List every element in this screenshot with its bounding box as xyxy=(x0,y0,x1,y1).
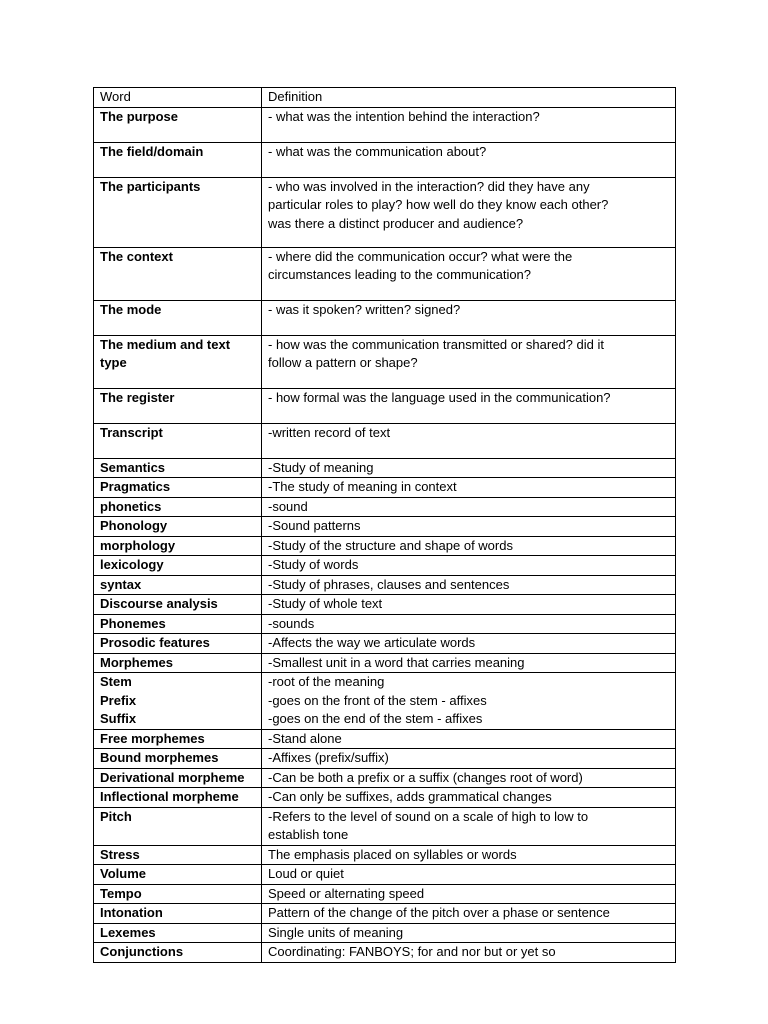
definition-cell xyxy=(262,904,676,924)
definition-text: circumstances leading to the communication? xyxy=(268,267,532,282)
term-text: Intonation xyxy=(100,905,163,920)
definition-cell xyxy=(262,614,676,634)
definition-cell xyxy=(262,300,676,335)
term-cell xyxy=(94,653,262,673)
table-row xyxy=(94,904,676,924)
term-cell xyxy=(94,884,262,904)
table-row xyxy=(94,865,676,885)
term-cell xyxy=(94,614,262,634)
term-cell xyxy=(94,943,262,963)
term-text: lexicology xyxy=(100,557,164,572)
definition-text: follow a pattern or shape? xyxy=(268,355,418,370)
term-cell xyxy=(94,865,262,885)
definition-text: particular roles to play? how well do they know each other? xyxy=(268,197,609,212)
definition-text: Speed or alternating speed xyxy=(268,885,425,901)
glossary-body xyxy=(94,88,676,963)
term-text: Volume xyxy=(100,866,146,881)
term-text: syntax xyxy=(100,576,142,592)
definition-cell xyxy=(262,177,676,247)
definition-text: -root of the meaning xyxy=(268,674,385,689)
header-row xyxy=(94,88,676,108)
definition-cell xyxy=(262,497,676,517)
table-row xyxy=(94,845,676,865)
term-text: Stem xyxy=(100,674,132,689)
table-row xyxy=(94,653,676,673)
definition-text: Single units of meaning xyxy=(268,924,404,940)
definition-text: -Study of words xyxy=(268,557,359,572)
definition-text: was there a distinct producer and audience? xyxy=(268,215,524,231)
definition-text: -goes on the front of the stem - affixes xyxy=(268,692,487,708)
table-row xyxy=(94,595,676,615)
term-cell xyxy=(94,575,262,595)
term-cell xyxy=(94,388,262,423)
definition-text: -goes on the end of the stem - affixes xyxy=(268,711,483,726)
term-cell xyxy=(94,107,262,142)
definition-cell xyxy=(262,749,676,769)
definition-text: - was it spoken? written? signed? xyxy=(268,301,461,317)
term-text: Discourse analysis xyxy=(100,596,218,611)
table-row xyxy=(94,142,676,177)
definition-text: Loud or quiet xyxy=(268,866,344,881)
table-row xyxy=(94,335,676,388)
definition-text: - where did the communication occur? what were the xyxy=(268,248,573,264)
term-text: Lexemes xyxy=(100,924,156,940)
term-text: The mode xyxy=(100,301,162,317)
definition-cell xyxy=(262,247,676,300)
definition-text: - how was the communication transmitted or shared? did it xyxy=(268,336,604,352)
term-text: Semantics xyxy=(100,459,166,475)
definition-text: -Study of whole text xyxy=(268,596,383,611)
definition-text: Pattern of the change of the pitch over a phase or sentence xyxy=(268,905,610,920)
definition-cell xyxy=(262,517,676,537)
term-text: Suffix xyxy=(100,711,137,726)
term-text: phonetics xyxy=(100,498,162,514)
definition-cell xyxy=(262,595,676,615)
definition-text: -Stand alone xyxy=(268,730,342,746)
table-row xyxy=(94,614,676,634)
term-text: The medium and text xyxy=(100,336,231,352)
term-cell xyxy=(94,458,262,478)
term-text: The context xyxy=(100,248,173,264)
definition-cell xyxy=(262,556,676,576)
definition-cell xyxy=(262,388,676,423)
term-text: The field/domain xyxy=(100,143,204,159)
term-cell xyxy=(94,556,262,576)
table-row xyxy=(94,458,676,478)
term-text: Morphemes xyxy=(100,654,173,670)
definition-text: The emphasis placed on syllables or words xyxy=(268,846,517,862)
table-row xyxy=(94,107,676,142)
term-text: Pitch xyxy=(100,808,132,824)
definition-cell xyxy=(262,634,676,654)
table-row xyxy=(94,673,676,730)
term-text: Pragmatics xyxy=(100,479,171,494)
definition-cell xyxy=(262,142,676,177)
definition-text: -Affixes (prefix/suffix) xyxy=(268,750,389,765)
term-text: The register xyxy=(100,389,175,405)
term-cell xyxy=(94,423,262,458)
definition-text: Coordinating: FANBOYS; for and nor but or yet so xyxy=(268,944,556,959)
term-text: type xyxy=(100,355,127,370)
glossary-table xyxy=(93,87,676,963)
definition-cell xyxy=(262,423,676,458)
term-text: morphology xyxy=(100,537,176,553)
definition-text: -Study of the structure and shape of words xyxy=(268,537,513,553)
definition-text: - what was the intention behind the interaction? xyxy=(268,108,540,124)
table-row xyxy=(94,497,676,517)
term-cell xyxy=(94,673,262,730)
table-row xyxy=(94,556,676,576)
term-text: Derivational morpheme xyxy=(100,769,245,785)
definition-cell xyxy=(262,536,676,556)
term-cell xyxy=(94,768,262,788)
table-row xyxy=(94,177,676,247)
term-cell xyxy=(94,247,262,300)
definition-text: - who was involved in the interaction? did they have any xyxy=(268,178,590,194)
definition-text: -Affects the way we articulate words xyxy=(268,635,476,650)
term-cell xyxy=(94,177,262,247)
term-cell xyxy=(94,335,262,388)
definition-cell xyxy=(262,575,676,595)
table-row xyxy=(94,517,676,537)
definition-text: -Can be both a prefix or a suffix (changes root of word) xyxy=(268,769,583,785)
definition-cell xyxy=(262,884,676,904)
definition-text: -sound xyxy=(268,498,308,514)
definition-cell xyxy=(262,729,676,749)
table-row xyxy=(94,749,676,769)
table-row xyxy=(94,807,676,845)
definition-cell xyxy=(262,845,676,865)
table-row xyxy=(94,923,676,943)
term-cell xyxy=(94,497,262,517)
definition-cell xyxy=(262,865,676,885)
definition-cell xyxy=(262,807,676,845)
term-text: Free morphemes xyxy=(100,730,205,746)
definition-text: -Refers to the level of sound on a scale of high to low to xyxy=(268,808,589,824)
definition-text: -sounds xyxy=(268,615,315,631)
term-cell xyxy=(94,904,262,924)
term-text: The participants xyxy=(100,178,201,194)
definition-text: - how formal was the language used in the communication? xyxy=(268,389,611,405)
definition-text: -Sound patterns xyxy=(268,518,361,533)
term-text: Stress xyxy=(100,846,140,862)
term-text: Transcript xyxy=(100,424,163,440)
term-cell xyxy=(94,807,262,845)
term-text: Phonemes xyxy=(100,615,166,631)
term-text: Bound morphemes xyxy=(100,750,219,765)
definition-cell xyxy=(262,923,676,943)
term-text: The purpose xyxy=(100,108,179,124)
definition-cell xyxy=(262,768,676,788)
term-cell xyxy=(94,634,262,654)
table-row xyxy=(94,634,676,654)
table-row xyxy=(94,423,676,458)
table-row xyxy=(94,884,676,904)
definition-cell xyxy=(262,478,676,498)
definition-text: -The study of meaning in context xyxy=(268,479,457,494)
term-text: Prefix xyxy=(100,692,137,708)
term-cell xyxy=(94,536,262,556)
table-row xyxy=(94,729,676,749)
definition-text: - what was the communication about? xyxy=(268,143,487,159)
table-row xyxy=(94,247,676,300)
definition-cell xyxy=(262,458,676,478)
definition-cell xyxy=(262,943,676,963)
term-text: Prosodic features xyxy=(100,635,210,650)
definition-text: -written record of text xyxy=(268,424,391,440)
table-row xyxy=(94,575,676,595)
table-row xyxy=(94,536,676,556)
definition-text: -Can only be suffixes, adds grammatical changes xyxy=(268,789,552,804)
definition-text: -Smallest unit in a word that carries meaning xyxy=(268,654,525,670)
table-row xyxy=(94,478,676,498)
term-text: Tempo xyxy=(100,885,142,901)
definition-cell xyxy=(262,335,676,388)
term-cell xyxy=(94,729,262,749)
term-cell xyxy=(94,845,262,865)
term-cell xyxy=(94,142,262,177)
header-definition: Definition xyxy=(262,88,676,108)
table-row xyxy=(94,768,676,788)
term-text: Phonology xyxy=(100,518,168,533)
definition-cell xyxy=(262,653,676,673)
term-cell xyxy=(94,749,262,769)
table-row xyxy=(94,388,676,423)
definition-cell xyxy=(262,107,676,142)
term-text: Inflectional morpheme xyxy=(100,789,239,804)
header-word: Word xyxy=(94,88,262,108)
term-text: Conjunctions xyxy=(100,944,184,959)
term-cell xyxy=(94,300,262,335)
term-cell xyxy=(94,595,262,615)
term-cell xyxy=(94,788,262,808)
definition-text: establish tone xyxy=(268,827,349,842)
term-cell xyxy=(94,478,262,498)
table-row xyxy=(94,943,676,963)
term-cell xyxy=(94,923,262,943)
definition-cell xyxy=(262,788,676,808)
definition-text: -Study of meaning xyxy=(268,459,374,475)
table-row xyxy=(94,788,676,808)
definition-text: -Study of phrases, clauses and sentences xyxy=(268,576,510,592)
term-cell xyxy=(94,517,262,537)
definition-cell xyxy=(262,673,676,730)
table-row xyxy=(94,300,676,335)
